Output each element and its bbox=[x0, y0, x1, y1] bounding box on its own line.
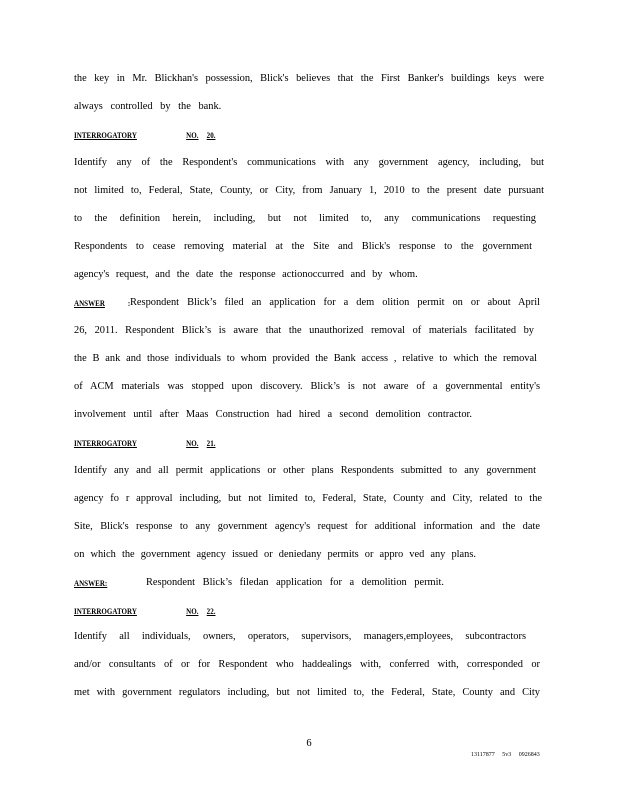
body-line: the key in Mr. Blickhan's possession, Blick's believes that the First Banker's buildings keys were bbox=[74, 73, 544, 84]
answer-label: ANSWER bbox=[74, 298, 105, 308]
number-label: NO. bbox=[186, 606, 199, 616]
body-line: the B ank and those individuals to whom provided the Bank access , relative to which the removal bbox=[74, 353, 537, 364]
body-line: to the definition herein, including, but not limited to, any communications requesting bbox=[74, 213, 536, 224]
doc-code: 0926843 bbox=[518, 752, 540, 758]
body-line: on which the government agency issued or deniedany permits or appro ved any plans. bbox=[74, 549, 476, 560]
body-line: Site, Blick's response to any government agency's request for additional information and the date bbox=[74, 521, 540, 532]
interrogatory-22-heading bbox=[74, 605, 222, 617]
interrogatory-number: 20. bbox=[206, 130, 216, 140]
body-line: Respondent Blick’s filed an application for a dem olition permit on or about April bbox=[130, 297, 540, 308]
body-line: met with government regulators including, but not limited to, the Federal, State, County and City bbox=[74, 687, 540, 698]
body-line: involvement until after Maas Construction had hired a second demolition contractor. bbox=[74, 409, 472, 420]
interrogatory-label: INTERROGATORY bbox=[74, 438, 137, 448]
interrogatory-label: INTERROGATORY bbox=[74, 606, 137, 616]
interrogatory-number: 22. bbox=[206, 606, 216, 616]
body-line: Respondents to cease removing material at the Site and Blick's response to the government bbox=[74, 241, 532, 252]
page-number: 6 bbox=[306, 738, 312, 749]
interrogatory-label: INTERROGATORY bbox=[74, 130, 137, 140]
body-line: Identify any of the Respondent's communications with any government agency, including, but bbox=[74, 157, 544, 168]
answer-label: ANSWER: bbox=[74, 578, 108, 588]
doc-id: 13117877 5v3 bbox=[471, 752, 512, 758]
body-line: always controlled by the bank. bbox=[74, 101, 222, 112]
answer-heading bbox=[74, 577, 122, 589]
interrogatory-number: 21. bbox=[206, 438, 216, 448]
document-footer bbox=[471, 752, 540, 758]
body-line: 26, 2011. Respondent Blick’s is aware that the unauthorized removal of materials facilitated by bbox=[74, 325, 534, 336]
interrogatory-20-heading bbox=[74, 129, 222, 141]
number-label: NO. bbox=[186, 438, 199, 448]
number-label: NO. bbox=[186, 130, 199, 140]
body-line: and/or consultants of or for Respondent who haddealings with, conferred with, corresponded or bbox=[74, 659, 540, 670]
body-line: not limited to, Federal, State, County, or City, from January 1, 2010 to the present date pursuant bbox=[74, 185, 544, 196]
body-line: Identify all individuals, owners, operators, supervisors, managers,employees, subcontractors bbox=[74, 631, 526, 642]
body-line: of ACM materials was stopped upon discovery. Blick’s is not aware of a governmental entity's bbox=[74, 381, 540, 392]
body-line: agency's request, and the date the response actionoccurred and by whom. bbox=[74, 269, 418, 280]
body-line: Respondent Blick’s filedan application for a demolition permit. bbox=[146, 577, 444, 588]
interrogatory-21-heading bbox=[74, 437, 222, 449]
body-line: agency fo r approval including, but not limited to, Federal, State, County and City, related to the bbox=[74, 493, 542, 504]
body-line: Identify any and all permit applications or other plans Respondents submitted to any government bbox=[74, 465, 536, 476]
answer-heading: ANSWER : bbox=[74, 298, 131, 308]
